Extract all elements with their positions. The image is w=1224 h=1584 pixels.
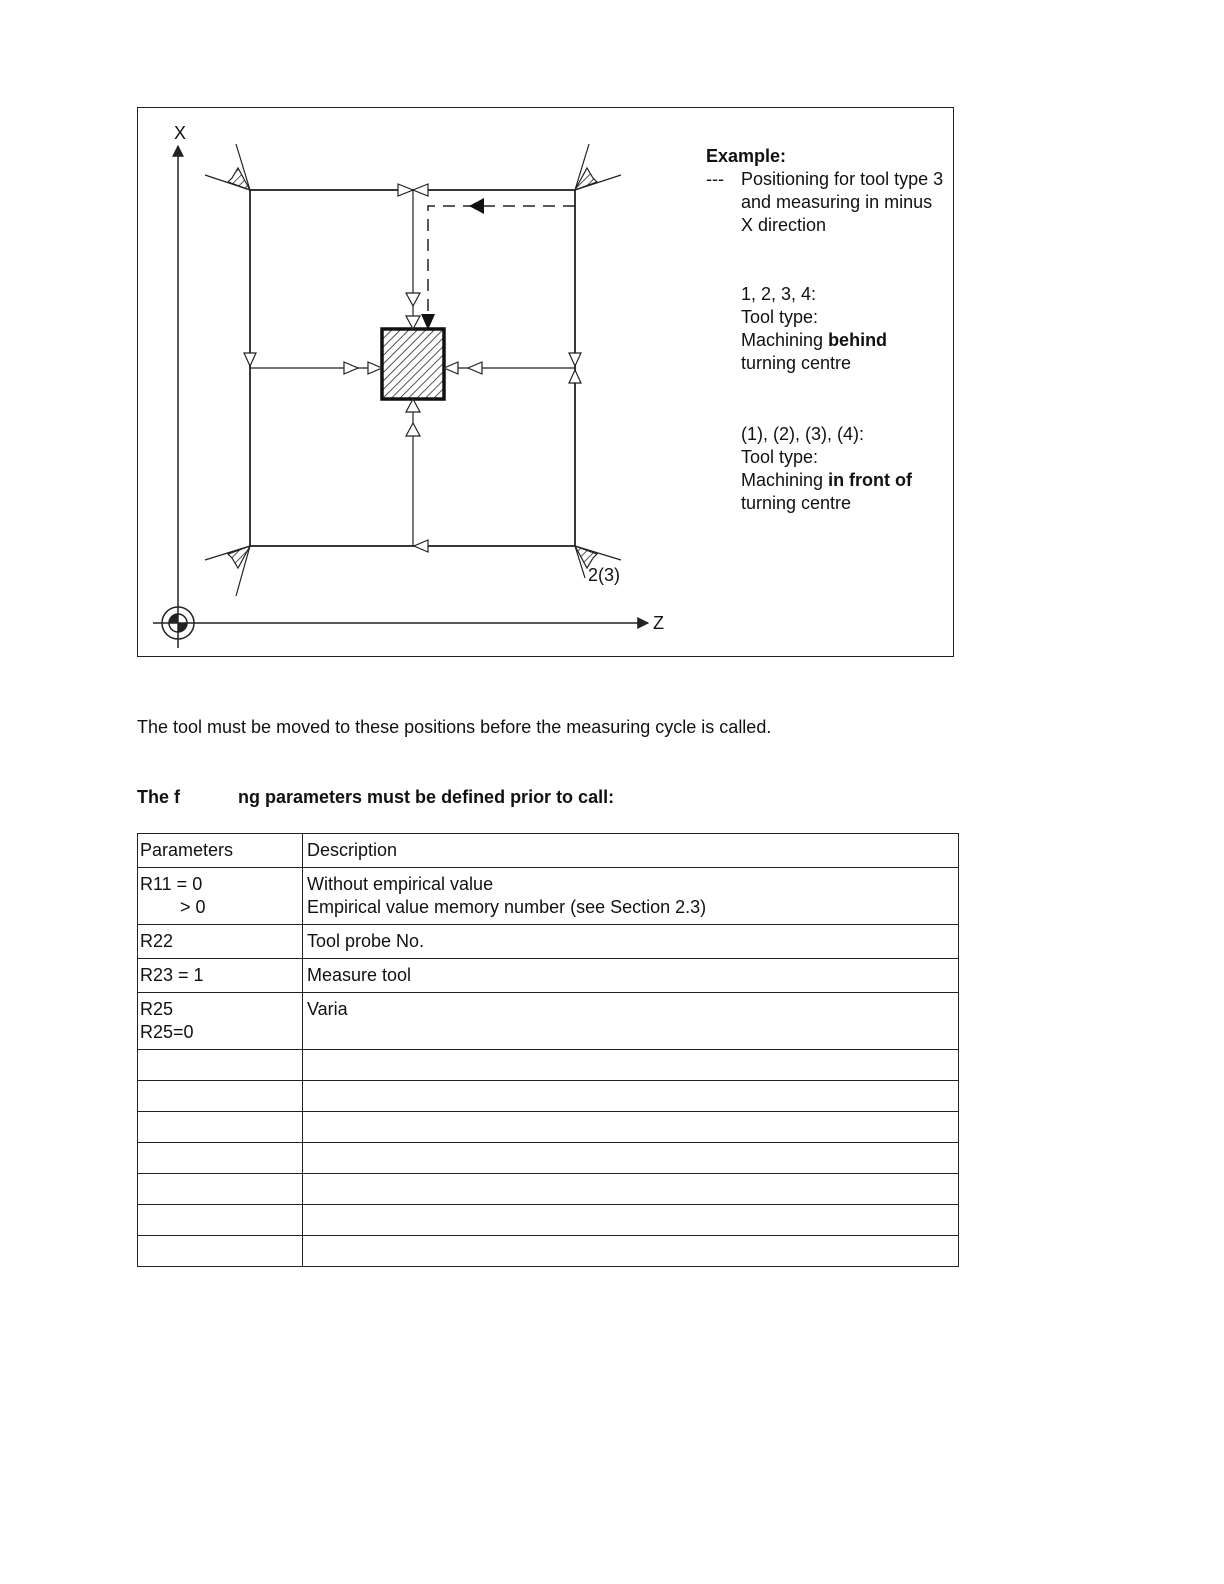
table-row [138, 925, 959, 959]
tool-corner-top-left-icon [205, 144, 250, 190]
group1-tooltype: Tool type: [741, 307, 819, 327]
desc-line: Without empirical value [307, 874, 494, 894]
front-tool-type-block [741, 423, 951, 515]
empty-table-row [138, 1236, 959, 1267]
parameters-heading-part2: ng parameters must be defined prior to call: [238, 787, 615, 807]
position-label: 2(3) [588, 565, 621, 585]
empty-cell [303, 1112, 959, 1143]
axis-z-label: Z [653, 613, 664, 633]
group1-numbers: 1, 2, 3, 4: [741, 284, 817, 304]
group2-numbers: (1), (2), (3), (4): [741, 424, 865, 444]
header-desc: Description [303, 834, 959, 868]
desc-cell: Measure tool [303, 959, 959, 993]
tool-corner-top-right-icon [575, 144, 621, 190]
empty-table-row [138, 1143, 959, 1174]
parameters-heading-part1: The f [137, 787, 180, 807]
desc-cell: Varia [303, 993, 959, 1050]
group1-centre: turning centre [741, 353, 852, 373]
param-cell [138, 993, 303, 1050]
param-cell [138, 868, 303, 925]
example-item [706, 168, 946, 237]
empty-cell [138, 1174, 303, 1205]
behind-tool-type-block [741, 283, 951, 375]
desc-cell [303, 868, 959, 925]
param-line: R11 = 0 [140, 874, 203, 894]
table-header-row [138, 834, 959, 868]
empty-cell [138, 1236, 303, 1267]
group2-tooltype: Tool type: [741, 447, 819, 467]
empty-table-row [138, 1081, 959, 1112]
empty-cell [303, 1205, 959, 1236]
example-dash: --- [706, 169, 724, 189]
example-block [706, 145, 946, 237]
axis-x-label: X [174, 123, 187, 143]
table-row [138, 993, 959, 1050]
group2-centre: turning centre [741, 493, 852, 513]
empty-cell [303, 1081, 959, 1112]
desc-cell: Tool probe No. [303, 925, 959, 959]
empty-cell [303, 1050, 959, 1081]
empty-cell [303, 1143, 959, 1174]
empty-cell [138, 1081, 303, 1112]
param-line: R25=0 [140, 1022, 194, 1042]
empty-cell [138, 1050, 303, 1081]
tool-positioning-figure [137, 107, 954, 657]
example-heading: Example: [706, 146, 787, 166]
empty-table-row [138, 1112, 959, 1143]
header-param: Parameters [138, 834, 303, 868]
desc-line: Empirical value memory number (see Section 2.3) [307, 897, 707, 917]
parameters-table [137, 833, 959, 1267]
instruction-paragraph: The tool must be moved to these positions before the measuring cycle is called. [137, 717, 772, 737]
example-text: Positioning for tool type 3 and measuring in minus X direction [741, 169, 944, 235]
table-row [138, 868, 959, 925]
empty-cell [303, 1236, 959, 1267]
empty-cell [138, 1205, 303, 1236]
param-line: R25 [140, 999, 174, 1019]
empty-cell [138, 1112, 303, 1143]
param-line: > 0 [180, 897, 206, 917]
dashed-positioning-path [421, 198, 575, 330]
param-cell: R23 = 1 [138, 959, 303, 993]
tool-corner-bottom-left-icon [205, 546, 250, 596]
param-cell: R22 [138, 925, 303, 959]
empty-cell [138, 1143, 303, 1174]
table-row [138, 959, 959, 993]
empty-table-row [138, 1205, 959, 1236]
tool-probe [382, 329, 444, 399]
group1-machining: Machining behind [741, 330, 888, 350]
group2-machining: Machining in front of [741, 470, 913, 490]
empty-table-row [138, 1174, 959, 1205]
empty-cell [303, 1174, 959, 1205]
empty-table-row [138, 1050, 959, 1081]
